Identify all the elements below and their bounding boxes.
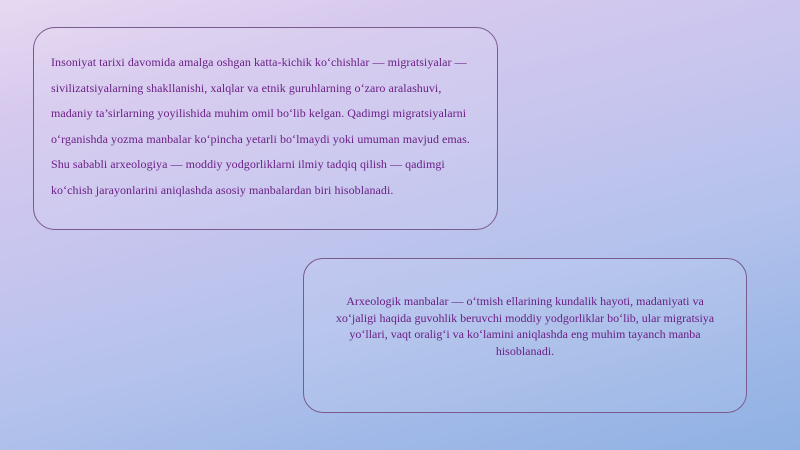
archaeology-sources-card xyxy=(303,258,747,413)
intro-paragraph: Insoniyat tarixi davomida amalga oshgan katta-kichik ko‘chishlar — migratsiyalar — sivilizatsiyalarning shakllanishi, xalqlar va etnik guruhlarning o‘zaro aralashuvi, madaniy ta’sirlarning yoyilishida muhim omil bo‘lib kelgan. Qadimgi migratsiyalarni o‘rganishda yozma manbalar ko‘pincha yetarli bo‘lmaydi yoki umuman mavjud emas. Shu sababli arxeologiya — moddiy yodgorliklarni ilmiy tadqiq qilish — qadimgi ko‘chish jarayonlarini aniqlashda asosiy manbalardan biri hisoblanadi. xyxy=(51,55,470,197)
intro-text-card xyxy=(33,27,498,230)
archaeology-sources-paragraph: Arxeologik manbalar — o‘tmish ellarining kundalik hayoti, madaniyati va xo‘jaligi haqida guvohlik beruvchi moddiy yodgorliklar bo‘lib, ular migratsiya yo‘llari, vaqt oralig‘i va ko‘lamini aniqlashda eng muhim tayanch manba hisoblanadi. xyxy=(335,294,715,358)
